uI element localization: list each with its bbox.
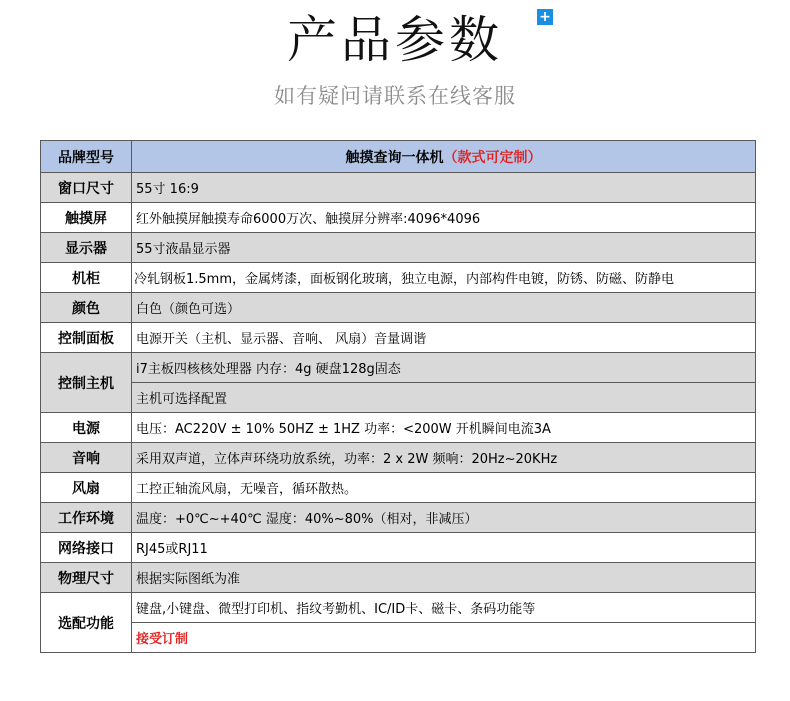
table-row [41, 593, 756, 623]
table-row [41, 533, 756, 563]
row-value: RJ45或RJ11 [132, 533, 756, 563]
table-row [41, 293, 756, 323]
row-value: 冷轧钢板1.5mm，金属烤漆，面板钢化玻璃，独立电源，内部构件电镀，防锈、防磁、防静电 [132, 263, 756, 293]
row-key: 音响 [41, 443, 132, 473]
customizable-note: （款式可定制） [443, 149, 542, 166]
custom-order-note: 接受订制 [132, 623, 756, 653]
row-value: 电源开关（主机、显示器、音响、 风扇）音量调谐 [132, 323, 756, 353]
row-key: 品牌型号 [41, 141, 132, 173]
row-key: 机柜 [41, 263, 132, 293]
row-key: 触摸屏 [41, 203, 132, 233]
row-key: 物理尺寸 [41, 563, 132, 593]
row-key: 电源 [41, 413, 132, 443]
table-header-row [41, 141, 756, 173]
table-row [41, 263, 756, 293]
row-key: 工作环境 [41, 503, 132, 533]
row-value: 红外触摸屏触摸寿命6000万次、触摸屏分辨率:4096*4096 [132, 203, 756, 233]
row-value: 温度：+0℃~+40℃ 湿度：40%~80%（相对，非减压） [132, 503, 756, 533]
row-key: 选配功能 [41, 593, 132, 653]
row-key: 显示器 [41, 233, 132, 263]
row-value: 工控正轴流风扇，无噪音，循环散热。 [132, 473, 756, 503]
table-row [41, 503, 756, 533]
plus-icon[interactable]: + [537, 9, 553, 25]
table-row [41, 233, 756, 263]
table-row [41, 563, 756, 593]
table-row [41, 443, 756, 473]
row-value [132, 141, 756, 173]
row-value: 键盘,小键盘、微型打印机、指纹考勤机、IC/ID卡、磁卡、条码功能等 [132, 593, 756, 623]
table-row [41, 413, 756, 443]
table-row [41, 623, 756, 653]
row-key: 网络接口 [41, 533, 132, 563]
row-value: 55寸液晶显示器 [132, 233, 756, 263]
row-key: 颜色 [41, 293, 132, 323]
row-value-extra: 主机可选择配置 [132, 383, 756, 413]
row-value: 采用双声道，立体声环绕功放系统，功率：2 x 2W 频响：20Hz~20KHz [132, 443, 756, 473]
table-row [41, 383, 756, 413]
table-row [41, 203, 756, 233]
page-subtitle: 如有疑问请联系在线客服 [274, 84, 516, 108]
page-title: 产品参数 [287, 11, 503, 69]
table-row [41, 173, 756, 203]
row-key: 风扇 [41, 473, 132, 503]
row-key: 窗口尺寸 [41, 173, 132, 203]
spec-table [40, 140, 756, 653]
table-row [41, 353, 756, 383]
row-value: i7主板四核核处理器 内存：4g 硬盘128g固态 [132, 353, 756, 383]
product-name: 触摸查询一体机 [345, 149, 444, 166]
row-value: 电压：AC220V ± 10% 50HZ ± 1HZ 功率：<200W 开机瞬间电流3A [132, 413, 756, 443]
row-value: 55寸 16:9 [132, 173, 756, 203]
row-key: 控制主机 [41, 353, 132, 413]
row-value: 根据实际图纸为准 [132, 563, 756, 593]
row-value: 白色（颜色可选） [132, 293, 756, 323]
table-row [41, 473, 756, 503]
table-row [41, 323, 756, 353]
row-key: 控制面板 [41, 323, 132, 353]
